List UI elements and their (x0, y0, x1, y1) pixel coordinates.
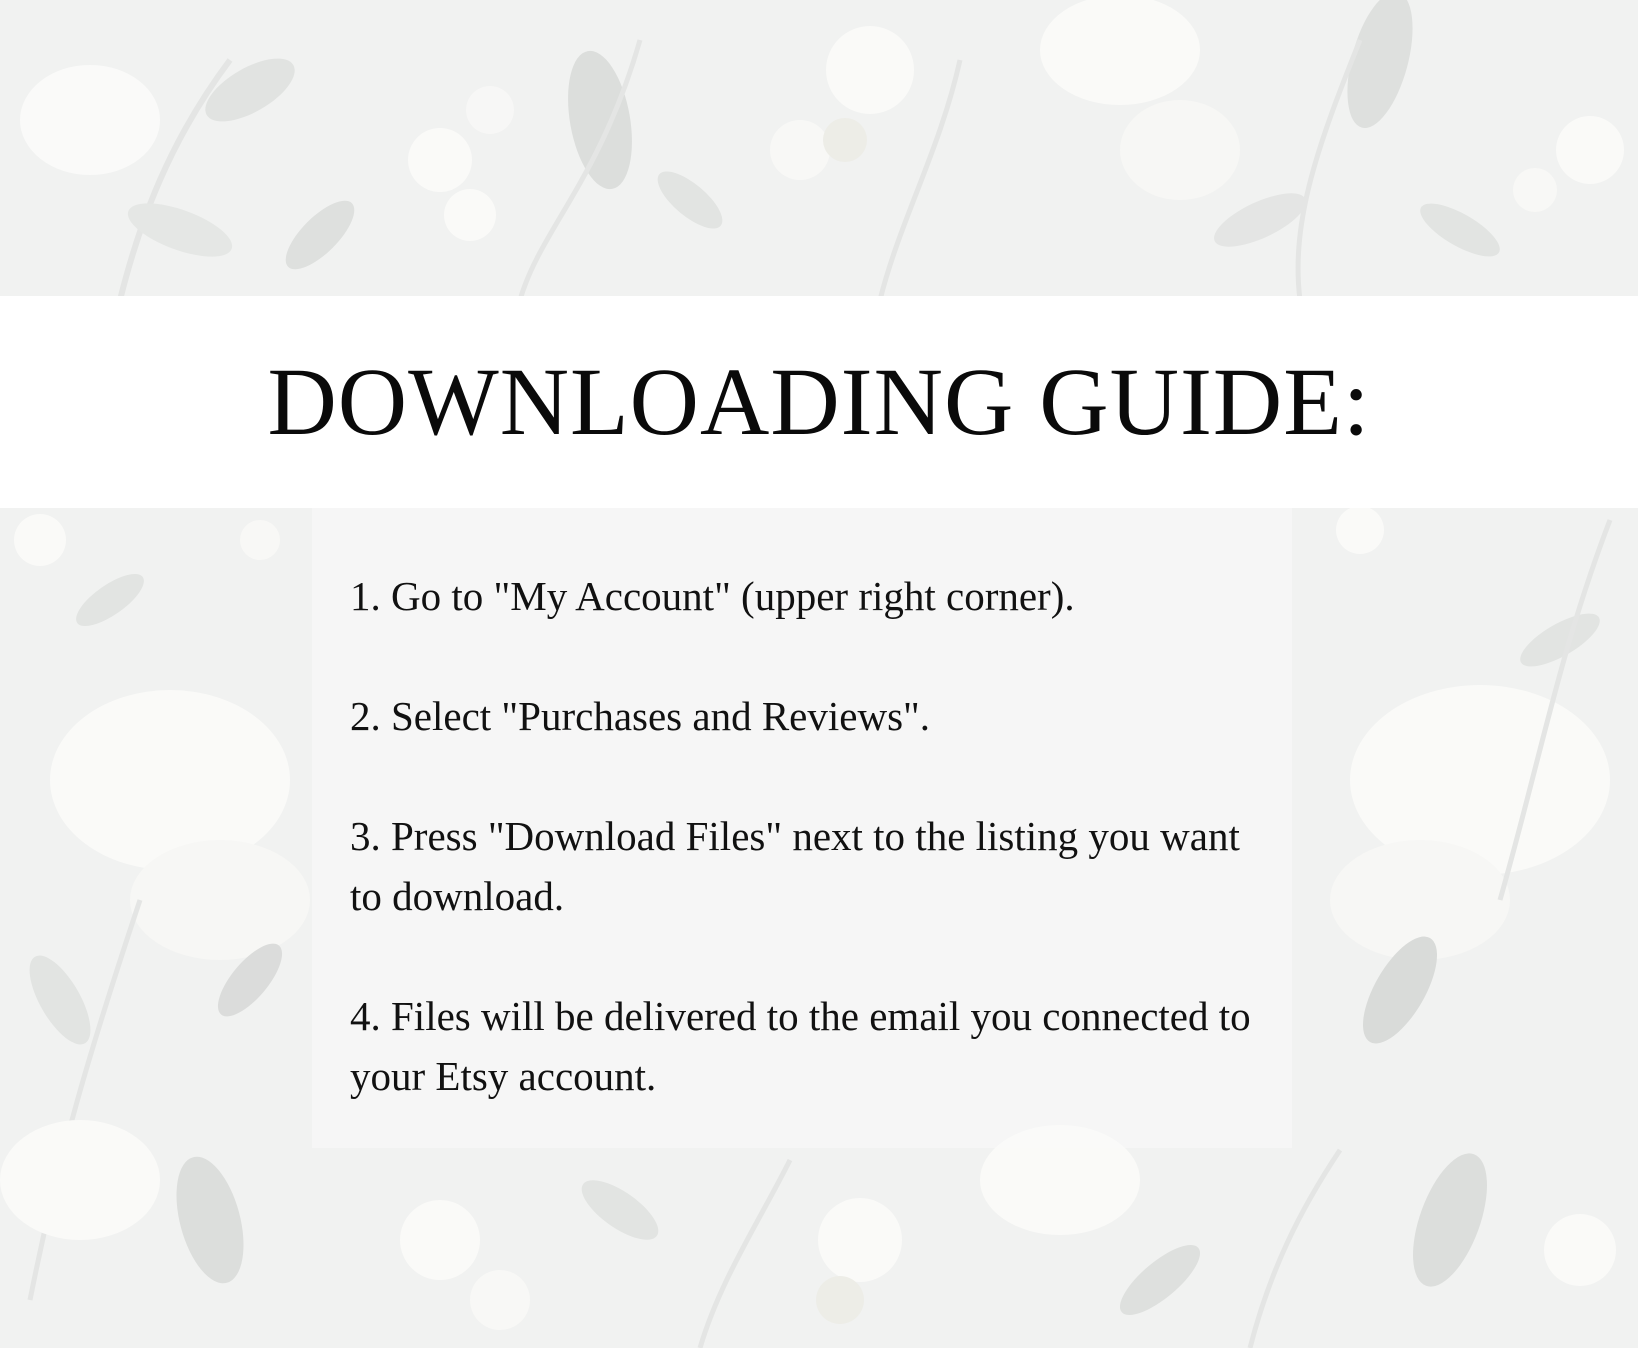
step-item: 2. Select "Purchases and Reviews". (350, 693, 931, 739)
steps-list (350, 566, 1280, 1166)
step-item: 1. Go to "My Account" (upper right corner). (350, 573, 1075, 619)
step-item: 3. Press "Download Files" next to the listing you want to download. (350, 813, 1240, 919)
title-band (0, 296, 1638, 508)
steps-panel (312, 508, 1292, 1148)
page-title: DOWNLOADING GUIDE: (267, 348, 1371, 455)
step-item: 4. Files will be delivered to the email you connected to your Etsy account. (350, 993, 1251, 1099)
